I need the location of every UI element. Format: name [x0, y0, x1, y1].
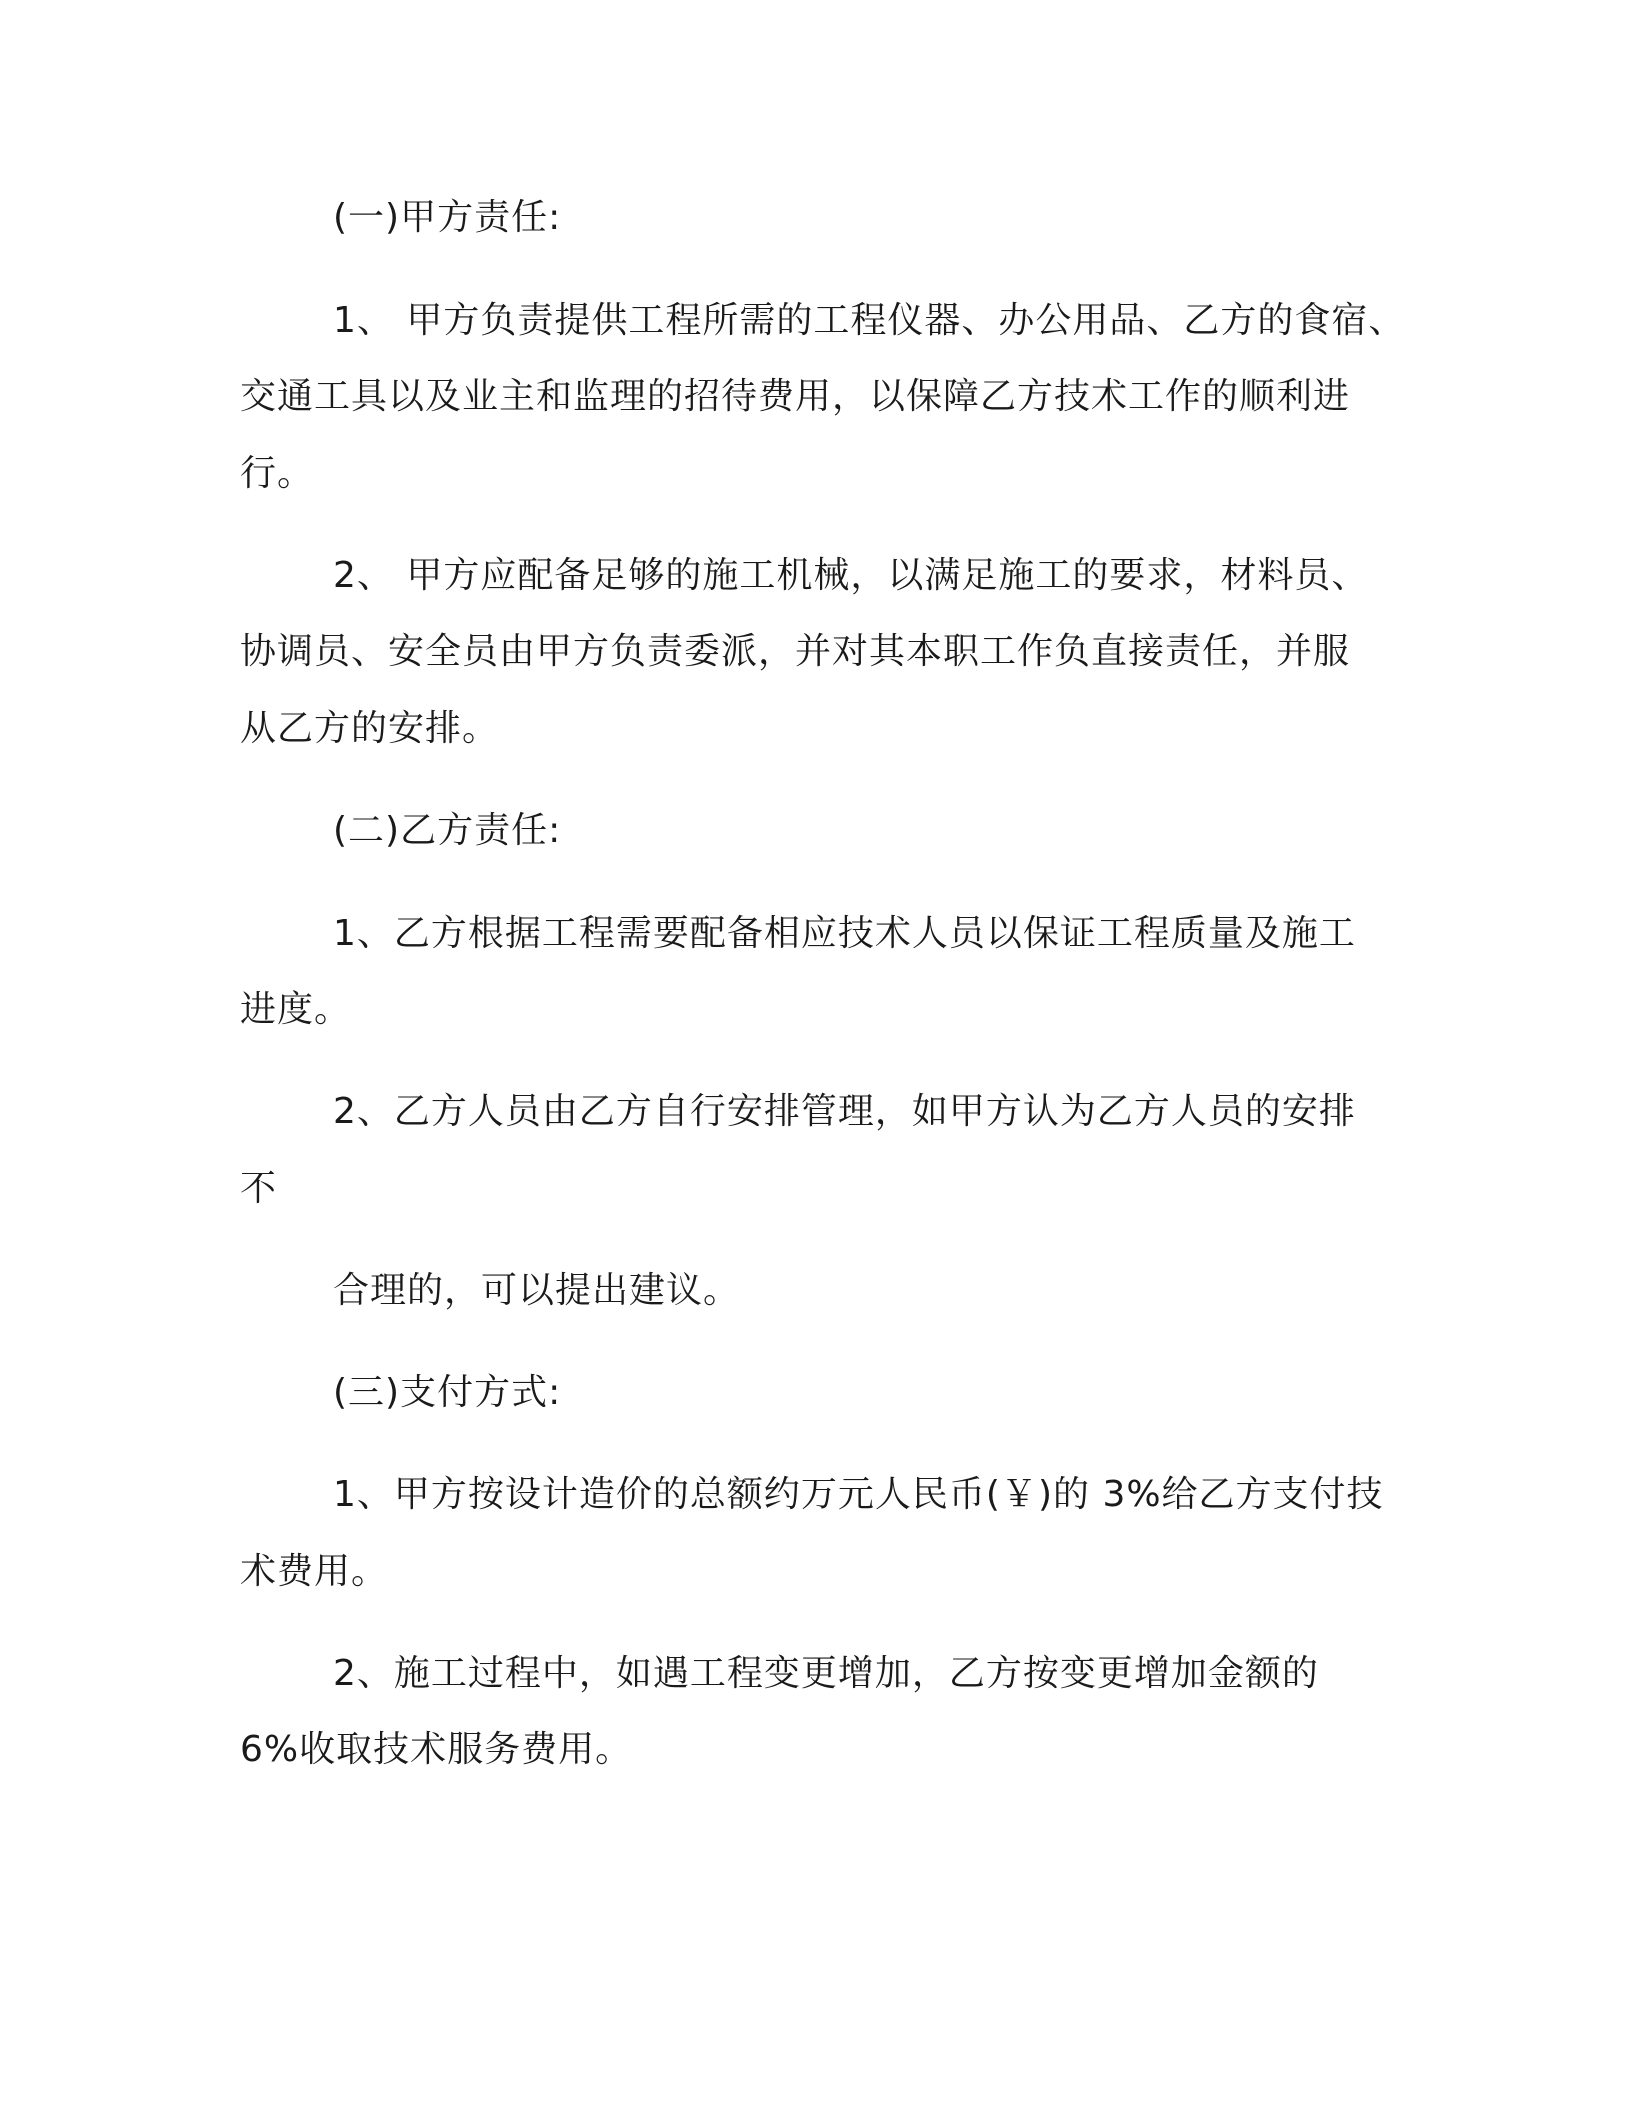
paragraph-line: 协调员、安全员由甲方负责委派，并对其本职工作负直接责任，并服 — [240, 631, 1351, 672]
section-heading-party-b: (二)乙方责任: — [333, 810, 562, 851]
paragraph-line: 合理的，可以提出建议。 — [333, 1270, 741, 1311]
paragraph-line: 行。 — [240, 453, 315, 494]
paragraph-line: 进度。 — [240, 989, 352, 1030]
paragraph-line: 从乙方的安排。 — [240, 708, 500, 749]
paragraph-line: 2、 甲方应配备足够的施工机械，以满足施工的要求，材料员、 — [333, 555, 1369, 596]
paragraph-line: 2、乙方人员由乙方自行安排管理，如甲方认为乙方人员的安排 — [333, 1091, 1356, 1132]
paragraph-line: 1、 甲方负责提供工程所需的工程仪器、办公用品、乙方的食宿、 — [333, 300, 1406, 341]
paragraph-line: 术费用。 — [240, 1551, 389, 1592]
section-heading-party-a: (一)甲方责任: — [333, 197, 562, 238]
paragraph-line: 不 — [240, 1168, 278, 1209]
section-heading-payment: (三)支付方式: — [333, 1372, 562, 1413]
paragraph-line: 交通工具以及业主和监理的招待费用，以保障乙方技术工作的顺利进 — [240, 376, 1351, 417]
paragraph-line: 6%收取技术服务费用。 — [240, 1729, 633, 1770]
paragraph-line: 1、甲方按设计造价的总额约万元人民币(￥)的 3%给乙方支付技 — [333, 1474, 1384, 1515]
paragraph-line: 2、施工过程中，如遇工程变更增加，乙方按变更增加金额的 — [333, 1653, 1319, 1694]
paragraph-line: 1、乙方根据工程需要配备相应技术人员以保证工程质量及施工 — [333, 913, 1356, 954]
